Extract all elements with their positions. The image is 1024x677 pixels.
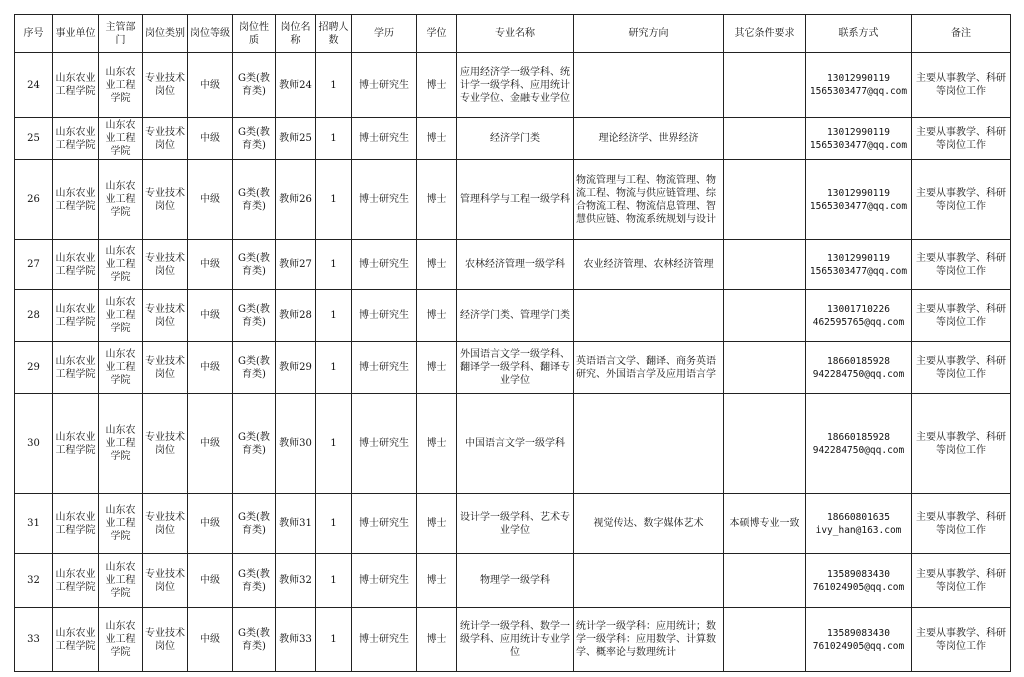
cell-research: 农业经济管理、农林经济管理 [574, 240, 724, 290]
cell-other [724, 290, 806, 342]
cell-note: 主要从事教学、科研等岗位工作 [912, 290, 1011, 342]
cell-contact [806, 608, 912, 672]
cell-other: 本硕博专业一致 [724, 494, 806, 554]
table-header-row [15, 15, 1011, 53]
table-body [15, 53, 1011, 672]
cell-dept: 山东农业工程学院 [99, 53, 143, 118]
cell-education: 博士研究生 [352, 394, 417, 494]
cell-count: 1 [316, 290, 352, 342]
cell-note: 主要从事教学、科研等岗位工作 [912, 160, 1011, 240]
cell-title: 教师29 [276, 342, 316, 394]
cell-note: 主要从事教学、科研等岗位工作 [912, 494, 1011, 554]
contact-phone: 18660801635 [827, 511, 890, 523]
cell-note: 主要从事教学、科研等岗位工作 [912, 53, 1011, 118]
cell-education: 博士研究生 [352, 118, 417, 160]
cell-count: 1 [316, 608, 352, 672]
cell-unit: 山东农业工程学院 [53, 554, 99, 608]
cell-note: 主要从事教学、科研等岗位工作 [912, 240, 1011, 290]
cell-dept: 山东农业工程学院 [99, 160, 143, 240]
cell-category: 专业技术岗位 [143, 290, 188, 342]
cell-degree: 博士 [417, 290, 457, 342]
cell-dept: 山东农业工程学院 [99, 608, 143, 672]
cell-category: 专业技术岗位 [143, 608, 188, 672]
cell-contact [806, 240, 912, 290]
cell-dept: 山东农业工程学院 [99, 290, 143, 342]
cell-contact [806, 494, 912, 554]
cell-contact [806, 160, 912, 240]
header-major: 专业名称 [457, 15, 574, 53]
cell-count: 1 [316, 240, 352, 290]
cell-title: 教师26 [276, 160, 316, 240]
cell-education: 博士研究生 [352, 240, 417, 290]
cell-level: 中级 [188, 118, 233, 160]
cell-unit: 山东农业工程学院 [53, 342, 99, 394]
table-row [15, 160, 1011, 240]
cell-category: 专业技术岗位 [143, 554, 188, 608]
cell-other [724, 394, 806, 494]
cell-dept: 山东农业工程学院 [99, 118, 143, 160]
cell-title: 教师31 [276, 494, 316, 554]
cell-dept: 山东农业工程学院 [99, 342, 143, 394]
cell-title: 教师25 [276, 118, 316, 160]
table-row [15, 394, 1011, 494]
table-row [15, 290, 1011, 342]
header-education: 学历 [352, 15, 417, 53]
cell-category: 专业技术岗位 [143, 342, 188, 394]
header-level: 岗位等级 [188, 15, 233, 53]
cell-title: 教师33 [276, 608, 316, 672]
cell-major: 物理学一级学科 [457, 554, 574, 608]
cell-contact [806, 554, 912, 608]
cell-dept: 山东农业工程学院 [99, 554, 143, 608]
cell-level: 中级 [188, 53, 233, 118]
contact-phone: 18660185928 [827, 431, 890, 443]
contact-phone: 13012990119 [827, 187, 890, 199]
table-row [15, 554, 1011, 608]
cell-nature: G类(教育类) [233, 53, 276, 118]
header-degree: 学位 [417, 15, 457, 53]
cell-major: 设计学一级学科、艺术专业学位 [457, 494, 574, 554]
cell-category: 专业技术岗位 [143, 118, 188, 160]
cell-major: 经济学门类、管理学门类 [457, 290, 574, 342]
table-row [15, 342, 1011, 394]
cell-other [724, 240, 806, 290]
cell-unit: 山东农业工程学院 [53, 53, 99, 118]
cell-education: 博士研究生 [352, 342, 417, 394]
cell-education: 博士研究生 [352, 554, 417, 608]
cell-no: 31 [15, 494, 53, 554]
contact-phone: 13589083430 [827, 627, 890, 639]
contact-email[interactable]: 942284750@qq.com [812, 444, 905, 456]
cell-nature: G类(教育类) [233, 394, 276, 494]
cell-no: 26 [15, 160, 53, 240]
cell-nature: G类(教育类) [233, 118, 276, 160]
cell-category: 专业技术岗位 [143, 394, 188, 494]
cell-note: 主要从事教学、科研等岗位工作 [912, 342, 1011, 394]
cell-count: 1 [316, 394, 352, 494]
cell-contact [806, 53, 912, 118]
cell-degree: 博士 [417, 394, 457, 494]
cell-unit: 山东农业工程学院 [53, 494, 99, 554]
cell-other [724, 118, 806, 160]
table-row [15, 608, 1011, 672]
cell-degree: 博士 [417, 53, 457, 118]
contact-phone: 18660185928 [827, 355, 890, 367]
cell-degree: 博士 [417, 494, 457, 554]
cell-contact [806, 342, 912, 394]
cell-research [574, 394, 724, 494]
cell-nature: G类(教育类) [233, 342, 276, 394]
cell-note: 主要从事教学、科研等岗位工作 [912, 118, 1011, 160]
cell-other [724, 342, 806, 394]
cell-count: 1 [316, 554, 352, 608]
cell-research [574, 554, 724, 608]
cell-contact [806, 290, 912, 342]
cell-no: 27 [15, 240, 53, 290]
contact-phone: 13001710226 [827, 303, 890, 315]
cell-nature: G类(教育类) [233, 494, 276, 554]
cell-note: 主要从事教学、科研等岗位工作 [912, 554, 1011, 608]
cell-education: 博士研究生 [352, 290, 417, 342]
cell-level: 中级 [188, 554, 233, 608]
cell-unit: 山东农业工程学院 [53, 394, 99, 494]
cell-dept: 山东农业工程学院 [99, 394, 143, 494]
contact-email[interactable]: 1565303477@qq.com [809, 139, 908, 151]
cell-count: 1 [316, 53, 352, 118]
header-unit: 事业单位 [53, 15, 99, 53]
contact-phone: 13012990119 [827, 126, 890, 138]
contact-email[interactable]: 761024905@qq.com [812, 581, 905, 593]
cell-no: 30 [15, 394, 53, 494]
contact-phone: 13589083430 [827, 568, 890, 580]
cell-title: 教师24 [276, 53, 316, 118]
cell-research: 物流管理与工程、物流管理、物流工程、物流与供应链管理、综合物流工程、物流信息管理、智慧供应链、物流系统规划与设计 [574, 160, 724, 240]
cell-category: 专业技术岗位 [143, 53, 188, 118]
header-category: 岗位类别 [143, 15, 188, 53]
cell-no: 25 [15, 118, 53, 160]
cell-research: 统计学一级学科：应用统计；数学一级学科：应用数学、计算数学、概率论与数理统计 [574, 608, 724, 672]
cell-education: 博士研究生 [352, 53, 417, 118]
cell-dept: 山东农业工程学院 [99, 494, 143, 554]
cell-other [724, 608, 806, 672]
header-nature: 岗位性质 [233, 15, 276, 53]
cell-count: 1 [316, 160, 352, 240]
header-research: 研究方向 [574, 15, 724, 53]
cell-unit: 山东农业工程学院 [53, 608, 99, 672]
cell-level: 中级 [188, 394, 233, 494]
header-other: 其它条件要求 [724, 15, 806, 53]
cell-research: 英语语言文学、翻译、商务英语研究、外国语言学及应用语言学 [574, 342, 724, 394]
contact-phone: 13012990119 [827, 252, 890, 264]
cell-title: 教师28 [276, 290, 316, 342]
cell-level: 中级 [188, 160, 233, 240]
cell-major: 统计学一级学科、数学一级学科、应用统计专业学位 [457, 608, 574, 672]
header-dept: 主管部门 [99, 15, 143, 53]
cell-research: 视觉传达、数字媒体艺术 [574, 494, 724, 554]
cell-degree: 博士 [417, 240, 457, 290]
contact-email[interactable]: 761024905@qq.com [812, 640, 905, 652]
cell-title: 教师27 [276, 240, 316, 290]
cell-research [574, 53, 724, 118]
cell-dept: 山东农业工程学院 [99, 240, 143, 290]
cell-level: 中级 [188, 608, 233, 672]
contact-email[interactable]: 1565303477@qq.com [809, 265, 908, 277]
cell-level: 中级 [188, 290, 233, 342]
cell-no: 33 [15, 608, 53, 672]
header-no: 序号 [15, 15, 53, 53]
cell-major: 应用经济学一级学科、统计学一级学科、应用统计专业学位、金融专业学位 [457, 53, 574, 118]
table-row [15, 118, 1011, 160]
cell-title: 教师32 [276, 554, 316, 608]
cell-nature: G类(教育类) [233, 608, 276, 672]
header-title: 岗位名称 [276, 15, 316, 53]
cell-count: 1 [316, 118, 352, 160]
cell-no: 28 [15, 290, 53, 342]
cell-research [574, 290, 724, 342]
cell-education: 博士研究生 [352, 608, 417, 672]
cell-degree: 博士 [417, 160, 457, 240]
cell-count: 1 [316, 494, 352, 554]
cell-degree: 博士 [417, 608, 457, 672]
recruitment-table [14, 14, 1011, 672]
cell-other [724, 53, 806, 118]
cell-other [724, 554, 806, 608]
contact-email[interactable]: 1565303477@qq.com [809, 86, 908, 97]
cell-research: 理论经济学、世界经济 [574, 118, 724, 160]
cell-degree: 博士 [417, 118, 457, 160]
cell-education: 博士研究生 [352, 494, 417, 554]
contact-email[interactable]: 462595765@qq.com [812, 316, 905, 328]
cell-major: 外国语言文学一级学科、翻译学一级学科、翻译专业学位 [457, 342, 574, 394]
cell-nature: G类(教育类) [233, 554, 276, 608]
cell-no: 24 [15, 53, 53, 118]
cell-nature: G类(教育类) [233, 290, 276, 342]
cell-level: 中级 [188, 240, 233, 290]
table-row [15, 494, 1011, 554]
contact-email[interactable]: 942284750@qq.com [812, 368, 905, 380]
cell-major: 管理科学与工程一级学科 [457, 160, 574, 240]
cell-unit: 山东农业工程学院 [53, 290, 99, 342]
cell-major: 中国语言文学一级学科 [457, 394, 574, 494]
cell-contact [806, 118, 912, 160]
cell-degree: 博士 [417, 554, 457, 608]
cell-nature: G类(教育类) [233, 160, 276, 240]
cell-category: 专业技术岗位 [143, 160, 188, 240]
contact-phone: 13012990119 [827, 73, 890, 84]
cell-title: 教师30 [276, 394, 316, 494]
cell-education: 博士研究生 [352, 160, 417, 240]
table-row [15, 53, 1011, 118]
cell-nature: G类(教育类) [233, 240, 276, 290]
header-count: 招聘人数 [316, 15, 352, 53]
contact-email[interactable]: ivy_han@163.com [815, 524, 902, 536]
cell-contact [806, 394, 912, 494]
cell-major: 农林经济管理一级学科 [457, 240, 574, 290]
cell-note: 主要从事教学、科研等岗位工作 [912, 394, 1011, 494]
cell-unit: 山东农业工程学院 [53, 118, 99, 160]
contact-email[interactable]: 1565303477@qq.com [809, 200, 908, 212]
cell-category: 专业技术岗位 [143, 240, 188, 290]
cell-count: 1 [316, 342, 352, 394]
header-note: 备注 [912, 15, 1011, 53]
cell-level: 中级 [188, 494, 233, 554]
cell-degree: 博士 [417, 342, 457, 394]
table-row [15, 240, 1011, 290]
cell-unit: 山东农业工程学院 [53, 240, 99, 290]
cell-no: 29 [15, 342, 53, 394]
cell-level: 中级 [188, 342, 233, 394]
cell-note: 主要从事教学、科研等岗位工作 [912, 608, 1011, 672]
cell-no: 32 [15, 554, 53, 608]
cell-category: 专业技术岗位 [143, 494, 188, 554]
header-contact: 联系方式 [806, 15, 912, 53]
cell-major: 经济学门类 [457, 118, 574, 160]
cell-unit: 山东农业工程学院 [53, 160, 99, 240]
cell-other [724, 160, 806, 240]
